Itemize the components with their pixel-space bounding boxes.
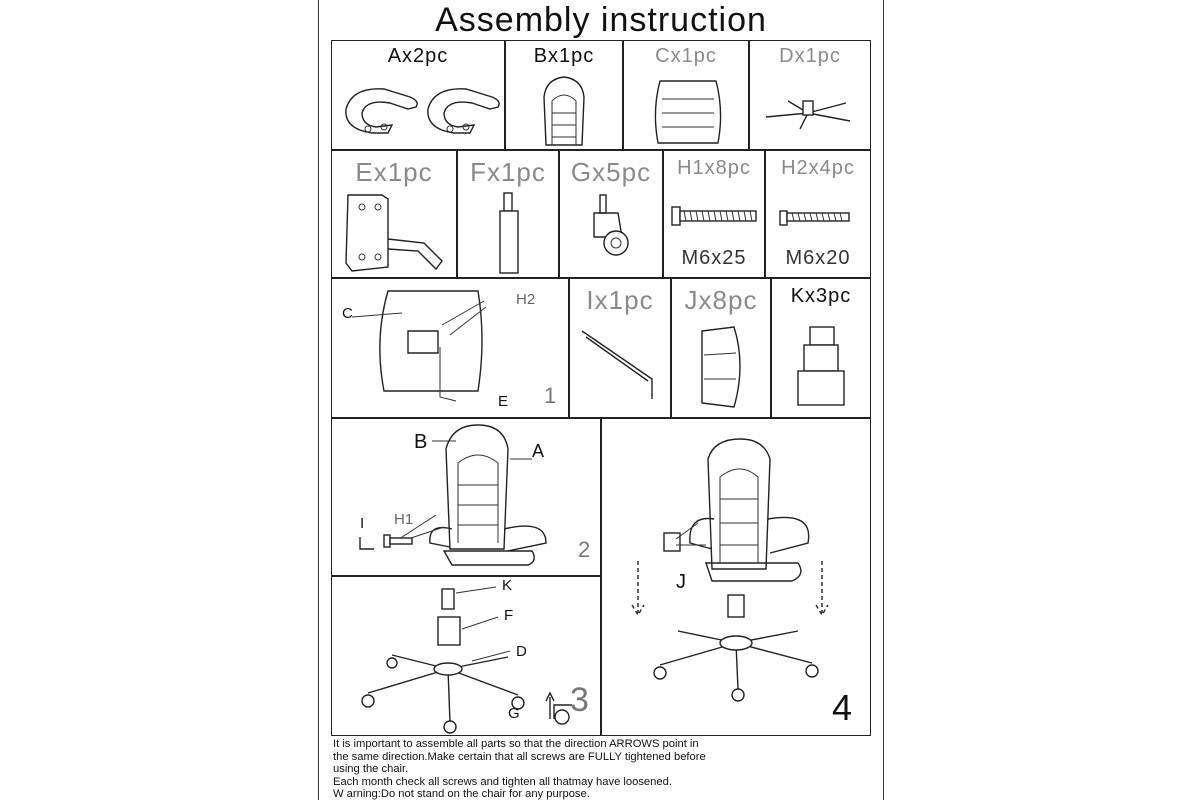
sleeve-illustration <box>772 279 872 419</box>
callout-k: K <box>502 577 513 594</box>
callout-i: I <box>360 515 365 532</box>
gas-lift-illustration <box>458 151 560 279</box>
caster-illustration <box>560 151 664 279</box>
part-k-cell <box>771 278 871 418</box>
part-h2-size: M6x20 <box>785 247 851 269</box>
step3-cell <box>331 576 601 736</box>
callout-j: J <box>676 571 686 593</box>
step4-number: 4 <box>832 687 853 728</box>
part-e-label: Ex1pc <box>355 157 433 187</box>
part-h2-label: H2x4pc <box>781 157 855 179</box>
step2-chair-illustration <box>332 419 602 577</box>
callout-c: C <box>342 305 353 322</box>
part-b-cell <box>505 40 623 150</box>
part-i-label: Ix1pc <box>586 285 654 315</box>
note-line: using the chair. <box>333 763 409 776</box>
armrest-illustration <box>332 41 506 151</box>
part-e-cell <box>331 150 457 278</box>
callout-h1: H1 <box>394 511 414 528</box>
part-h1-cell <box>663 150 765 278</box>
part-i-cell <box>569 278 671 418</box>
part-c-cell <box>623 40 749 150</box>
part-h2-cell <box>765 150 871 278</box>
part-c-label: Cx1pc <box>655 45 717 67</box>
assembly-sheet <box>318 0 884 800</box>
cover-cap-illustration <box>672 279 772 419</box>
part-a-label: Ax2pc <box>387 45 449 67</box>
step1-number: 1 <box>544 383 557 408</box>
part-j-cell <box>671 278 771 418</box>
step3-base-illustration <box>332 577 602 737</box>
step2-number: 2 <box>578 537 591 562</box>
part-f-label: Fx1pc <box>470 157 546 187</box>
note-line: Each month check all screws and tighten all thatmay have loosened. <box>333 775 672 788</box>
warning-line: W arning:Do not stand on the chair for any purpose. <box>333 788 590 801</box>
callout-b: B <box>414 431 428 453</box>
part-j-label: Jx8pc <box>684 285 758 315</box>
part-g-cell <box>559 150 663 278</box>
part-h1-label: H1x8pc <box>677 157 751 179</box>
backrest-illustration <box>506 41 624 151</box>
note-line: It is important to assemble all parts so that the direction ARROWS point in <box>333 738 699 750</box>
callout-g: G <box>508 705 520 722</box>
mechanism-illustration <box>332 151 458 279</box>
part-h1-size: M6x25 <box>681 247 747 269</box>
callout-d: D <box>516 643 527 660</box>
part-d-label: Dx1pc <box>779 45 841 67</box>
page-title: Assembly instruction <box>435 1 767 39</box>
assembly-notes <box>333 738 873 801</box>
step1-cell <box>331 278 569 418</box>
note-line: the same direction.Make certain that all screws are FULLY tightened before <box>333 750 706 763</box>
step3-number: 3 <box>570 681 589 719</box>
part-k-label: Kx3pc <box>790 285 852 307</box>
part-g-label: Gx5pc <box>570 157 652 187</box>
step4-cell <box>601 418 871 736</box>
part-b-label: Bx1pc <box>533 45 595 67</box>
allen-key-illustration <box>570 279 672 419</box>
base-illustration <box>750 41 872 151</box>
callout-a: A <box>532 441 545 461</box>
part-f-cell <box>457 150 559 278</box>
callout-f: F <box>504 607 514 624</box>
step2-cell <box>331 418 601 576</box>
part-d-cell <box>749 40 871 150</box>
callout-h2: H2 <box>516 291 536 308</box>
callout-e: E <box>498 393 509 410</box>
seat-illustration <box>624 41 750 151</box>
part-a-cell <box>331 40 505 150</box>
